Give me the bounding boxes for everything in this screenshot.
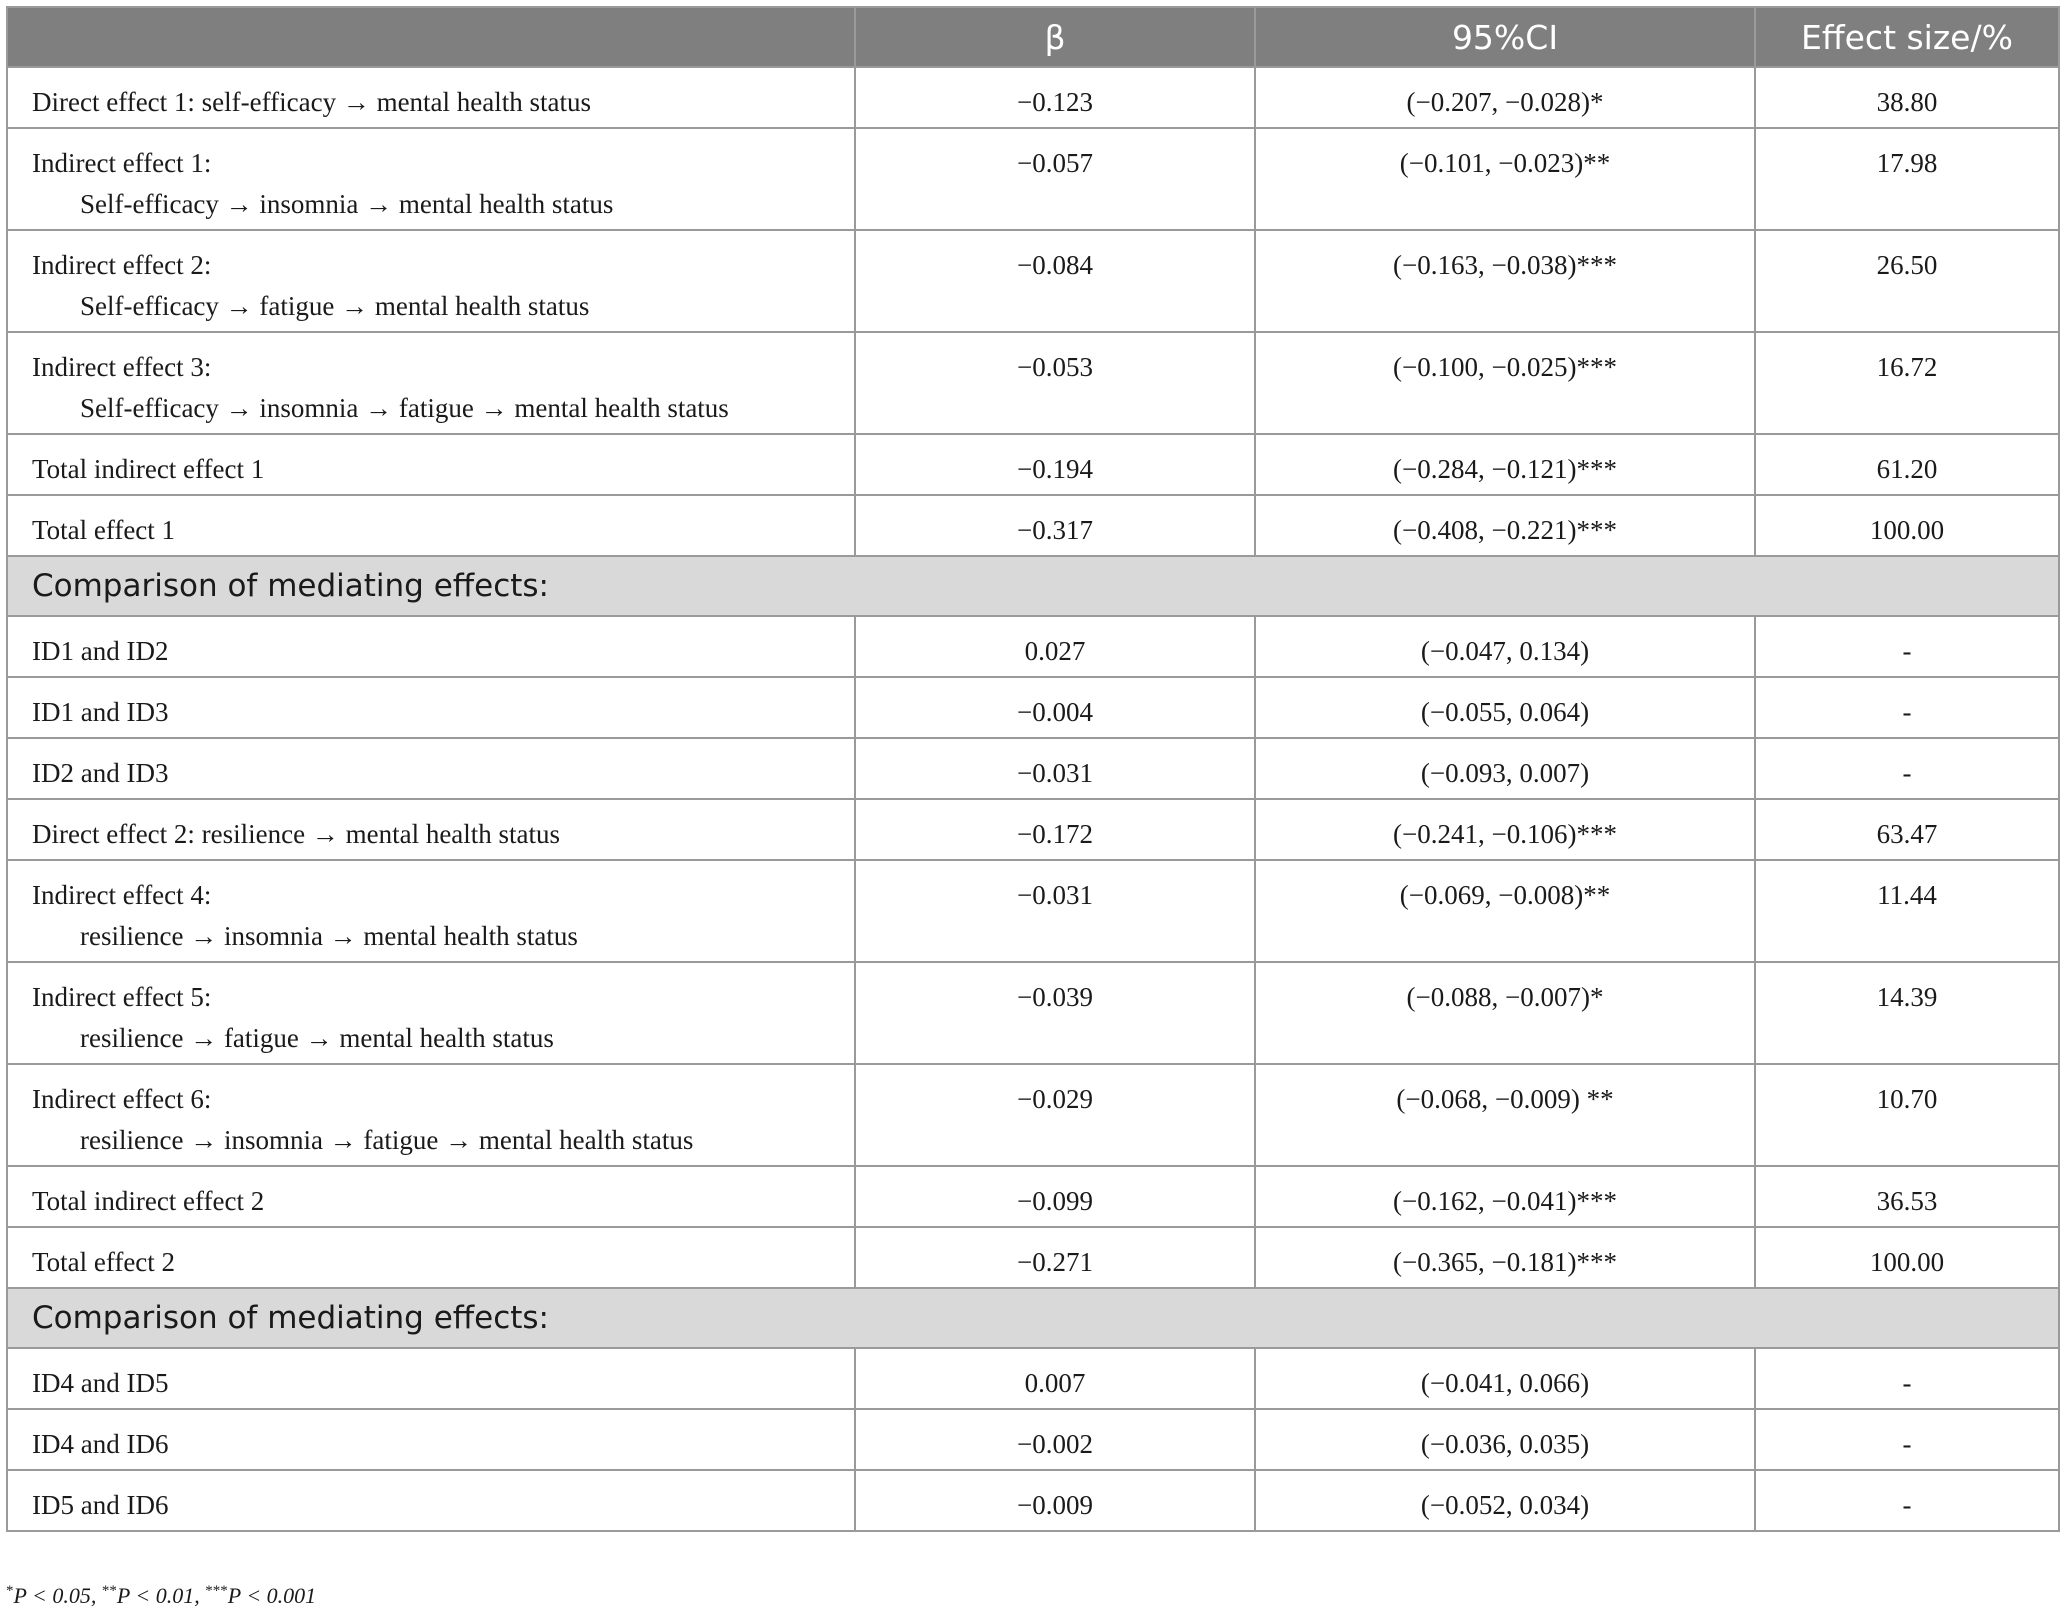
beta-cell: −0.194 (855, 434, 1255, 495)
table-row (7, 332, 2059, 434)
ci-cell: (−0.241, −0.106)*** (1255, 799, 1755, 860)
path-label: Total indirect effect 2 (32, 1186, 265, 1216)
effect-size-cell: 10.70 (1755, 1064, 2059, 1166)
footnote-text-2: P < 0.01, (116, 1583, 206, 1608)
header-row (7, 7, 2059, 67)
path-detail: resilience → fatigue → mental health status (80, 1023, 554, 1053)
effect-size-cell: 26.50 (1755, 230, 2059, 332)
path-label: Indirect effect 4: (32, 880, 212, 910)
path-detail: Self-efficacy → insomnia → mental health status (80, 189, 614, 219)
path-label: ID1 and ID3 (32, 697, 169, 727)
ci-cell: (−0.036, 0.035) (1255, 1409, 1755, 1470)
beta-cell: −0.317 (855, 495, 1255, 556)
group-header-row (7, 1288, 2059, 1348)
beta-cell: −0.271 (855, 1227, 1255, 1288)
effect-size-cell: - (1755, 1470, 2059, 1531)
path-cell (7, 962, 855, 1064)
group-header-label: Comparison of mediating effects: (7, 556, 2059, 616)
table-row (7, 495, 2059, 556)
header-path (7, 7, 855, 67)
mediation-table-container (6, 6, 2058, 1532)
effect-size-cell: 16.72 (1755, 332, 2059, 434)
group-header-label: Comparison of mediating effects: (7, 1288, 2059, 1348)
beta-cell: −0.039 (855, 962, 1255, 1064)
ci-cell: (−0.047, 0.134) (1255, 616, 1755, 677)
effect-size-cell: 36.53 (1755, 1166, 2059, 1227)
ci-cell: (−0.093, 0.007) (1255, 738, 1755, 799)
table-row (7, 1064, 2059, 1166)
ci-cell: (−0.163, −0.038)*** (1255, 230, 1755, 332)
path-cell (7, 67, 855, 128)
ci-cell: (−0.088, −0.007)* (1255, 962, 1755, 1064)
table-row (7, 860, 2059, 962)
path-label: Total indirect effect 1 (32, 454, 265, 484)
path-cell (7, 332, 855, 434)
effect-size-cell: 17.98 (1755, 128, 2059, 230)
table-row (7, 1348, 2059, 1409)
path-label: Indirect effect 3: (32, 352, 212, 382)
path-label: Total effect 1 (32, 515, 176, 545)
effect-size-cell: 100.00 (1755, 495, 2059, 556)
beta-cell: −0.053 (855, 332, 1255, 434)
beta-cell: −0.031 (855, 738, 1255, 799)
beta-cell: −0.029 (855, 1064, 1255, 1166)
ci-cell: (−0.100, −0.025)*** (1255, 332, 1755, 434)
header-effect-size: Effect size/% (1755, 7, 2059, 67)
ci-cell: (−0.284, −0.121)*** (1255, 434, 1755, 495)
path-label: Direct effect 1: self-efficacy → mental health status (32, 87, 592, 117)
path-label: Indirect effect 5: (32, 982, 212, 1012)
ci-cell: (−0.041, 0.066) (1255, 1348, 1755, 1409)
path-label: ID5 and ID6 (32, 1490, 169, 1520)
table-body (7, 67, 2059, 1531)
path-cell (7, 1409, 855, 1470)
path-cell (7, 1348, 855, 1409)
effect-size-cell: 11.44 (1755, 860, 2059, 962)
significance-footnote (6, 1583, 316, 1609)
path-cell (7, 434, 855, 495)
path-cell (7, 738, 855, 799)
path-label: ID1 and ID2 (32, 636, 169, 666)
group-header-row (7, 556, 2059, 616)
ci-cell: (−0.052, 0.034) (1255, 1470, 1755, 1531)
path-label: ID4 and ID6 (32, 1429, 169, 1459)
ci-cell: (−0.408, −0.221)*** (1255, 495, 1755, 556)
path-cell (7, 799, 855, 860)
beta-cell: −0.172 (855, 799, 1255, 860)
effect-size-cell: - (1755, 677, 2059, 738)
path-cell (7, 1470, 855, 1531)
effect-size-cell: 14.39 (1755, 962, 2059, 1064)
table-row (7, 962, 2059, 1064)
mediation-effects-table (6, 6, 2060, 1532)
effect-size-cell: - (1755, 1348, 2059, 1409)
footnote-star-3: *** (205, 1583, 228, 1599)
table-row (7, 434, 2059, 495)
effect-size-cell: 61.20 (1755, 434, 2059, 495)
beta-cell: −0.031 (855, 860, 1255, 962)
header-ci: 95%CI (1255, 7, 1755, 67)
path-detail: Self-efficacy → fatigue → mental health status (80, 291, 590, 321)
beta-cell: −0.123 (855, 67, 1255, 128)
table-row (7, 1409, 2059, 1470)
path-detail: resilience → insomnia → fatigue → mental health status (80, 1125, 694, 1155)
path-cell (7, 616, 855, 677)
ci-cell: (−0.101, −0.023)** (1255, 128, 1755, 230)
ci-cell: (−0.069, −0.008)** (1255, 860, 1755, 962)
effect-size-cell: 38.80 (1755, 67, 2059, 128)
effect-size-cell: 100.00 (1755, 1227, 2059, 1288)
effect-size-cell: - (1755, 1409, 2059, 1470)
path-label: ID4 and ID5 (32, 1368, 169, 1398)
effect-size-cell: - (1755, 616, 2059, 677)
table-header (7, 7, 2059, 67)
beta-cell: −0.002 (855, 1409, 1255, 1470)
ci-cell: (−0.068, −0.009) ** (1255, 1064, 1755, 1166)
ci-cell: (−0.055, 0.064) (1255, 677, 1755, 738)
path-label: Total effect 2 (32, 1247, 176, 1277)
path-cell (7, 860, 855, 962)
path-cell (7, 230, 855, 332)
table-row (7, 1470, 2059, 1531)
path-cell (7, 128, 855, 230)
beta-cell: −0.084 (855, 230, 1255, 332)
header-beta: β (855, 7, 1255, 67)
beta-cell: 0.007 (855, 1348, 1255, 1409)
beta-cell: −0.009 (855, 1470, 1255, 1531)
footnote-text-3: P < 0.001 (227, 1583, 317, 1608)
beta-cell: 0.027 (855, 616, 1255, 677)
table-row (7, 677, 2059, 738)
path-cell (7, 495, 855, 556)
effect-size-cell: 63.47 (1755, 799, 2059, 860)
ci-cell: (−0.365, −0.181)*** (1255, 1227, 1755, 1288)
table-row (7, 1227, 2059, 1288)
beta-cell: −0.004 (855, 677, 1255, 738)
table-row (7, 67, 2059, 128)
table-row (7, 1166, 2059, 1227)
beta-cell: −0.057 (855, 128, 1255, 230)
path-label: Indirect effect 2: (32, 250, 212, 280)
table-row (7, 616, 2059, 677)
path-detail: Self-efficacy → insomnia → fatigue → mental health status (80, 393, 729, 423)
footnote-text-1: P < 0.05, (13, 1583, 102, 1608)
path-cell (7, 1166, 855, 1227)
path-cell (7, 677, 855, 738)
effect-size-cell: - (1755, 738, 2059, 799)
path-label: Direct effect 2: resilience → mental health status (32, 819, 561, 849)
path-label: Indirect effect 1: (32, 148, 212, 178)
table-row (7, 128, 2059, 230)
path-cell (7, 1064, 855, 1166)
table-row (7, 799, 2059, 860)
footnote-star-1: * (6, 1583, 14, 1599)
beta-cell: −0.099 (855, 1166, 1255, 1227)
path-detail: resilience → insomnia → mental health status (80, 921, 578, 951)
table-row (7, 738, 2059, 799)
ci-cell: (−0.207, −0.028)* (1255, 67, 1755, 128)
table-row (7, 230, 2059, 332)
ci-cell: (−0.162, −0.041)*** (1255, 1166, 1755, 1227)
footnote-star-2: ** (101, 1583, 117, 1599)
path-label: ID2 and ID3 (32, 758, 169, 788)
path-label: Indirect effect 6: (32, 1084, 212, 1114)
path-cell (7, 1227, 855, 1288)
